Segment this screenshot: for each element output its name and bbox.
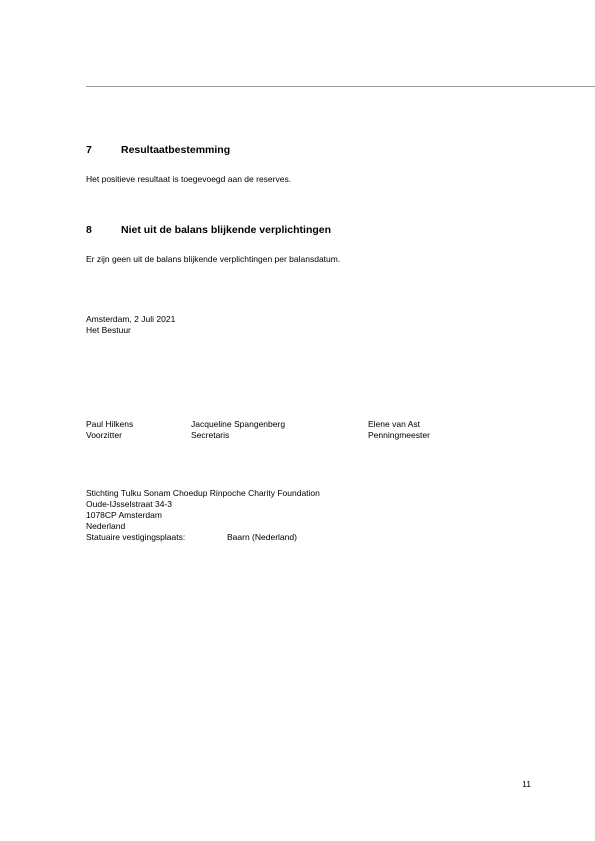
foundation-country: Nederland bbox=[86, 521, 126, 531]
signatory-name: Elene van Ast bbox=[368, 419, 420, 429]
foundation-name: Stichting Tulku Sonam Choedup Rinpoche Charity Foundation bbox=[86, 488, 320, 498]
section-heading-7 bbox=[86, 144, 230, 156]
place-date: Amsterdam, 2 Juli 2021 bbox=[86, 314, 176, 324]
page-number: 11 bbox=[522, 779, 531, 789]
signatory-role: Penningmeester bbox=[368, 430, 430, 440]
signatory-name: Paul Hilkens bbox=[86, 419, 134, 429]
section-heading-8 bbox=[86, 224, 331, 236]
signatory-role: Secretaris bbox=[191, 430, 230, 440]
section-title: Niet uit de balans blijkende verplichtingen bbox=[121, 224, 332, 236]
section-text-7: Het positieve resultaat is toegevoegd aan de reserves. bbox=[86, 174, 292, 184]
section-number: 8 bbox=[86, 224, 92, 236]
section-text-8: Er zijn geen uit de balans blijkende verplichtingen per balansdatum. bbox=[86, 254, 341, 264]
seat-label: Statuaire vestigingsplaats: bbox=[86, 532, 186, 542]
section-title: Resultaatbestemming bbox=[121, 144, 231, 156]
signatory-name: Jacqueline Spangenberg bbox=[191, 419, 286, 429]
section-number: 7 bbox=[86, 144, 92, 156]
foundation-postal-city: 1078CP Amsterdam bbox=[86, 510, 162, 520]
seat-value: Baarn (Nederland) bbox=[227, 532, 297, 542]
board-label: Het Bestuur bbox=[86, 325, 131, 335]
foundation-street: Oude-IJsselstraat 34-3 bbox=[86, 499, 172, 509]
signatory-role: Voorzitter bbox=[86, 430, 122, 440]
header-rule bbox=[86, 86, 595, 87]
